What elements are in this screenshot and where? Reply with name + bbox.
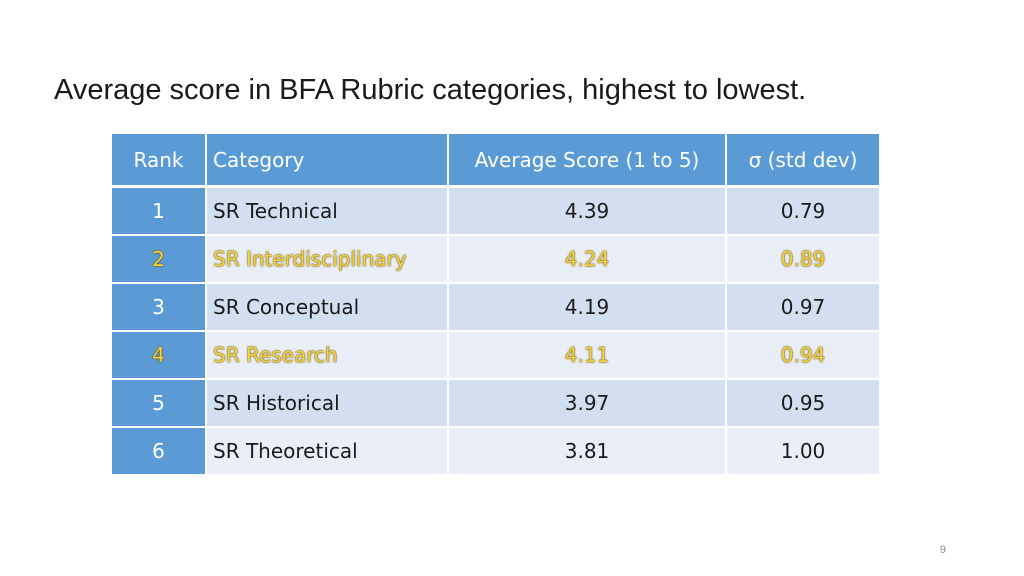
category-cell: SR Historical [207,380,449,428]
category-cell: SR Conceptual [207,284,449,332]
rank-cell: 4 [112,332,207,380]
stddev-cell: 0.97 [727,284,879,332]
average-cell: 3.81 [449,428,727,476]
table-row [112,332,879,380]
stddev-cell: 1.00 [727,428,879,476]
rank-cell: 3 [112,284,207,332]
stddev-cell: 0.94 [727,332,879,380]
stddev-cell: 0.95 [727,380,879,428]
table-row [112,380,879,428]
table-row [112,236,879,284]
category-cell: SR Research [207,332,449,380]
average-cell: 4.39 [449,188,727,236]
category-cell: SR Interdisciplinary [207,236,449,284]
score-table [112,134,879,476]
header-rank: Rank [112,134,207,188]
rank-cell: 1 [112,188,207,236]
header-std-dev: σ (std dev) [727,134,879,188]
average-cell: 3.97 [449,380,727,428]
rank-cell: 6 [112,428,207,476]
average-cell: 4.11 [449,332,727,380]
table-row [112,188,879,236]
stddev-cell: 0.89 [727,236,879,284]
header-category: Category [207,134,449,188]
slide-title: Average score in BFA Rubric categories, highest to lowest. [54,74,807,106]
category-cell: SR Technical [207,188,449,236]
rank-cell: 5 [112,380,207,428]
header-average-score: Average Score (1 to 5) [449,134,727,188]
table-row [112,428,879,476]
average-cell: 4.24 [449,236,727,284]
average-cell: 4.19 [449,284,727,332]
page-number: 9 [939,544,946,556]
stddev-cell: 0.79 [727,188,879,236]
table-header-row [112,134,879,188]
rank-cell: 2 [112,236,207,284]
category-cell: SR Theoretical [207,428,449,476]
table-row [112,284,879,332]
